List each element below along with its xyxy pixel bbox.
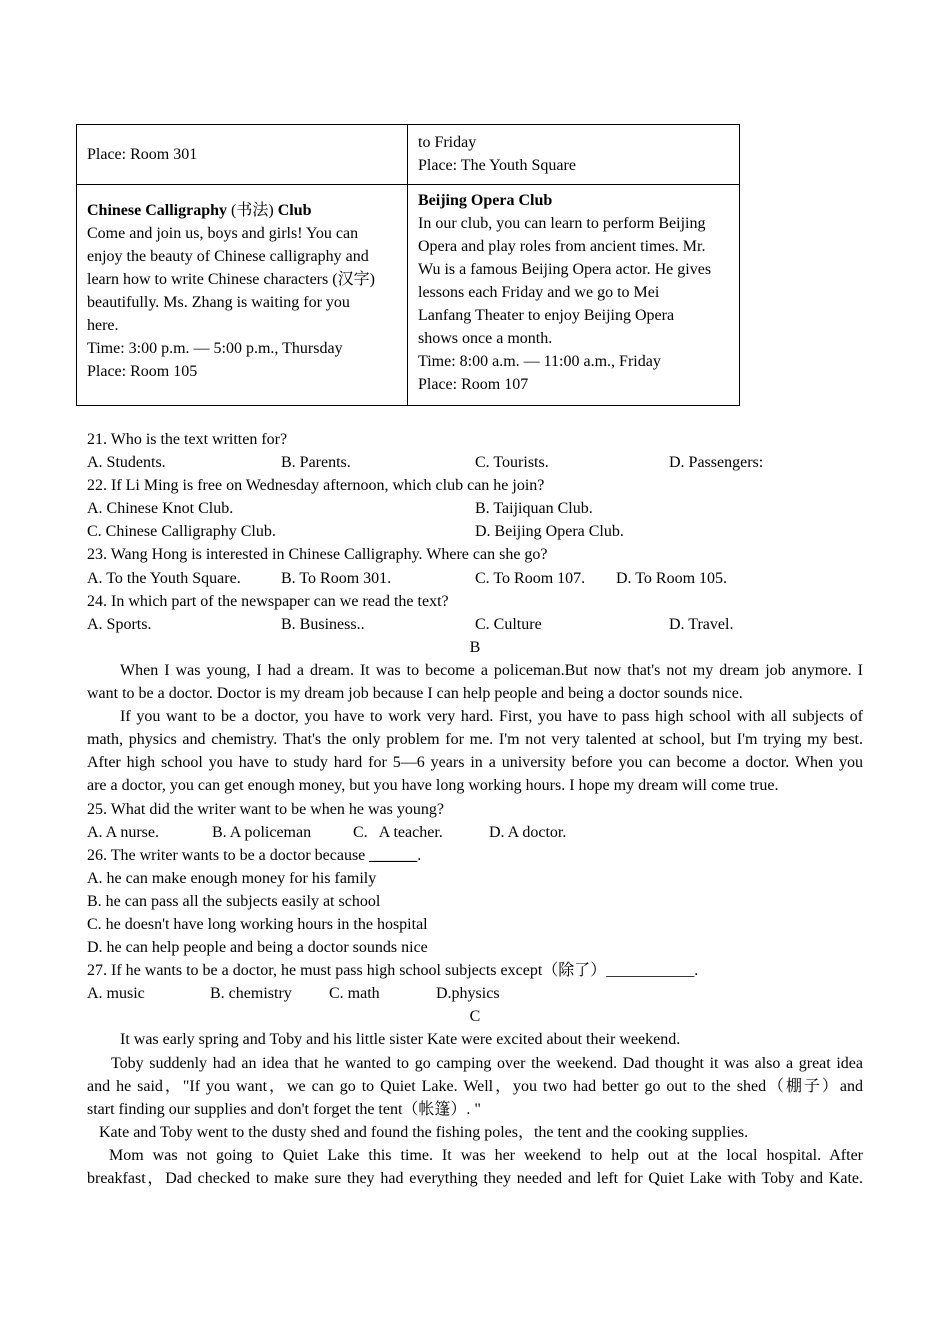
opera-club-title: Beijing Opera Club — [418, 192, 553, 209]
question-27: 27. If he wants to be a doctor, he must pass high school subjects except（除了）___________. — [87, 962, 699, 980]
question-23: 23. Wang Hong is interested in Chinese Calligraphy. Where can she go? — [87, 546, 548, 564]
calligraphy-club-cell: Chinese Calligraphy (书法) Club Come and join us, boys and girls! You can enjoy the beauty of Chinese calligraphy and learn how to write Chinese characters (汉字) beautifully. Ms. Zhang is waiting for you here. Time: 3:00 p.m. — 5:00 p.m., Thursday Place: Room 105 — [77, 185, 408, 406]
options-25: A. A nurse. B. A policeman C. A teacher. D. A doctor. — [87, 823, 567, 841]
question-26: 26. The writer wants to be a doctor because ______. — [87, 846, 422, 864]
club-table — [76, 124, 740, 406]
question-24: 24. In which part of the newspaper can we read the text? — [87, 592, 449, 610]
passage-c: It was early spring and Toby and his little sister Kate were excited about their weekend. Toby suddenly had an idea that he wanted to go camping over the weekend. Dad thought it was also a great idea and he said，"If you want，we can go to Quiet Lake. Well，you two had better go out to the shed（棚子）and start finding our supplies and don't forget the tent（帐篷）. " Kate and Toby went to the dusty shed and found the fishing poles，the tent and the cooking supplies. Mom was not going to Quiet Lake this time. It was her weekend to help out at the local hospital. After breakfast，Dad checked to make sure they had everything they needed and left for Quiet Lake with Toby and Kate. — [87, 1031, 863, 1187]
options-22: A. Chinese Knot Club. B. Taijiquan Club. — [87, 500, 593, 518]
section-b-heading: B — [469, 638, 481, 656]
passage-b: When I was young, I had a dream. It was to become a policeman.But now that's not my dream job anymore. I want to be a doctor. Doctor is my dream job because I can help people and being a doctor sounds nice. If you want to be a doctor, you have to work very hard. First, you have to pass high school with all subjects of math, physics and chemistry. That's the only problem for me. I'm not very talented at school, but I'm trying my best. After high school you have to study hard for 5—6 years in a university before you can become a doctor. When you are a doctor, you can get enough money, but you have long working hours. I hope my dream will come true. — [87, 661, 863, 795]
options-27: A. music B. chemistry C. math D.physics — [87, 985, 500, 1003]
table-row — [77, 185, 740, 406]
table-cell: to Friday Place: The Youth Square — [408, 125, 740, 185]
table-row — [77, 125, 740, 185]
options-21: A. Students. B. Parents. C. Tourists. D. Passengers: — [87, 454, 764, 472]
question-25: 25. What did the writer want to be when he was young? — [87, 800, 444, 818]
calligraphy-club-title: Chinese Calligraphy (书法) Club — [87, 202, 312, 219]
options-23: A. To the Youth Square. B. To Room 301. C. To Room 107. D. To Room 105. — [87, 569, 728, 587]
table-cell: Place: Room 301 — [77, 125, 408, 185]
question-22: 22. If Li Ming is free on Wednesday afternoon, which club can he join? — [87, 477, 545, 495]
questions-body: 21. Who is the text written for? A. Students. B. Parents. C. Tourists. D. Passengers: 22. If Li Ming is free on Wednesday afternoon, which club can he join? A. Chinese Knot Club. B. Taijiquan Club. C. Chinese Calligraphy Club. D. Beijing Opera Club. 23. Wang Hong is interested in Chinese Calligraphy. Where can she go? A. To the Youth Square. B. To Room 301. C. To Room 107. D. To Room 105. 24. In which part of the newspaper can we read the text? A. Sports. B. Business.. C. Culture D. Travel. B When I was young, I had a dream. It was to become a policeman.But now that's not my dream job anymore. I want to be a doctor. Doctor is my dream job because I can help people and being a doctor sounds nice. If you want to be a doctor, you have to work very hard. First, you have to pass high school with all subjects of math, physics and chemistry. That's the only problem for me. I'm not very talented at school, but I'm trying my best. After high school you have to study hard for 5—6 years in a university before you can become a doctor. When you are a doctor, you can get enough money, but you have long working hours. I hope my dream will come true. 25. What did the writer want to be when he was young? A. A nurse. B. A policeman C. A teacher. D. A doctor. 26. The writer wants to be a doctor because ______. A. he can make enough money for his family B. he can pass all the subjects easily at school C. he doesn't have long working hours in the hospital D. he can help people and being a doctor sounds nice 27. If he wants to be a doctor, he must pass high school subjects except（除了）___________. A. music B. chemistry C. math D.physics C It was early spring and Toby and his little sister Kate were excited about their weekend. Toby suddenly had an idea that he wanted to go camping over the weekend. Dad thought it was also a great idea and he said，"If you want，we can go to Quiet Lake. Well，you two had better go out to the shed（棚子）and start finding our supplies and don't forget the tent（帐篷）. " Kate and Toby went to the dusty shed and found the fishing poles，the tent and the cooking supplies. Mom was not going to Quiet Lake this time. It was her weekend to help out at the local hospital. After breakfast，Dad checked to make sure they had everything they needed and left for Quiet Lake with Toby and Kate. — [87, 428, 863, 1190]
question-21: 21. Who is the text written for? — [87, 431, 288, 448]
options-24: A. Sports. B. Business.. C. Culture D. Travel. — [87, 615, 734, 633]
section-c-heading: C — [469, 1008, 481, 1026]
opera-club-cell: Beijing Opera Club In our club, you can learn to perform Beijing Opera and play roles from ancient times. Mr. Wu is a famous Beijing Opera actor. He gives lessons each Friday and we go to Mei Lanfang Theater to enjoy Beijing Opera shows once a month. Time: 8:00 a.m. — 11:00 a.m., Friday Place: Room 107 — [408, 185, 740, 406]
